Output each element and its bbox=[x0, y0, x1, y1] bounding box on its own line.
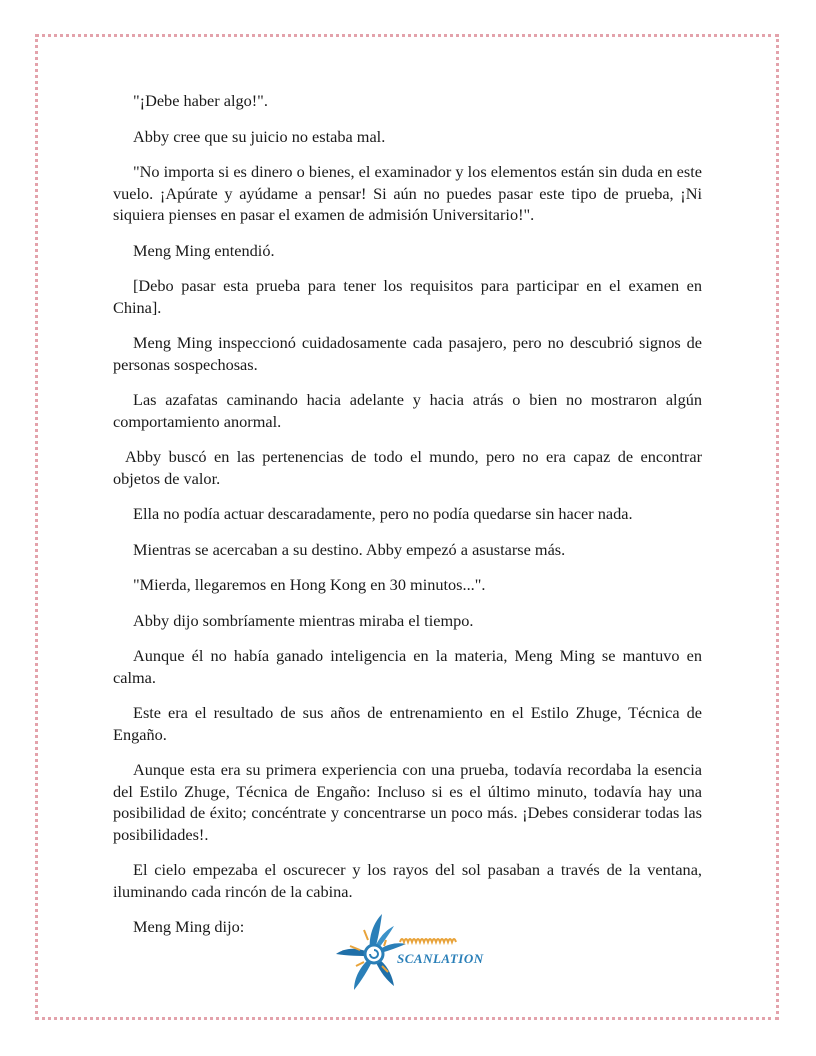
paragraph: Abby buscó en las pertenencias de todo el mundo, pero no era capaz de encontrar objetos de valor. bbox=[113, 447, 702, 488]
document-body bbox=[113, 90, 702, 952]
paragraph: Mientras se acercaban a su destino. Abby empezó a asustarse más. bbox=[133, 539, 566, 559]
paragraph: Las azafatas caminando hacia adelante y hacia atrás o bien no mostraron algún comportamiento anormal. bbox=[113, 390, 702, 431]
paragraph: Ella no podía actuar descaradamente, pero no podía quedarse sin hacer nada. bbox=[133, 504, 633, 523]
paragraph: "¡Debe haber algo!". bbox=[133, 91, 268, 110]
paragraph: Meng Ming dijo: bbox=[133, 917, 245, 936]
paragraph: "Mierda, llegaremos en Hong Kong en 30 minutos...". bbox=[133, 575, 486, 594]
logo-wordmark: SCANLATION bbox=[397, 951, 484, 966]
paragraph: "No importa si es dinero o bienes, el examinador y los elementos están sin duda en este vuelo. ¡Apúrate y ayúdame a pensar! Si aún no puedes pasar este tipo de prueba, ¡Ni siquiera pienses en pasar el examen de admisión Universitario!". bbox=[113, 162, 702, 224]
scanlation-logo bbox=[334, 910, 484, 996]
paragraph: Abby dijo sombríamente mientras miraba el tiempo. bbox=[133, 610, 474, 630]
paragraph: Aunque esta era su primera experiencia con una prueba, todavía recordaba la esencia del Estilo Zhuge, Técnica de Engaño: Incluso si es el último minuto, todavía hay una posibilidad de éxito; concéntrate y concentrarse un poco más. ¡Debes considerar todas las posibilidades!. bbox=[113, 760, 702, 844]
paragraph: Este era el resultado de sus años de entrenamiento en el Estilo Zhuge, Técnica de Engaño. bbox=[113, 703, 702, 744]
paragraph: Aunque él no había ganado inteligencia en la materia, Meng Ming se mantuvo en calma. bbox=[113, 646, 702, 687]
paragraph: Abby cree que su juicio no estaba mal. bbox=[133, 126, 386, 146]
paragraph: El cielo empezaba el oscurecer y los rayos del sol pasaban a través de la ventana, iluminando cada rincón de la cabina. bbox=[113, 860, 702, 901]
paragraph: Meng Ming entendió. bbox=[133, 240, 275, 260]
paragraph: [Debo pasar esta prueba para tener los requisitos para participar en el examen en China]. bbox=[113, 276, 702, 317]
paragraph: Meng Ming inspeccionó cuidadosamente cada pasajero, pero no descubrió signos de personas sospechosas. bbox=[113, 333, 702, 374]
